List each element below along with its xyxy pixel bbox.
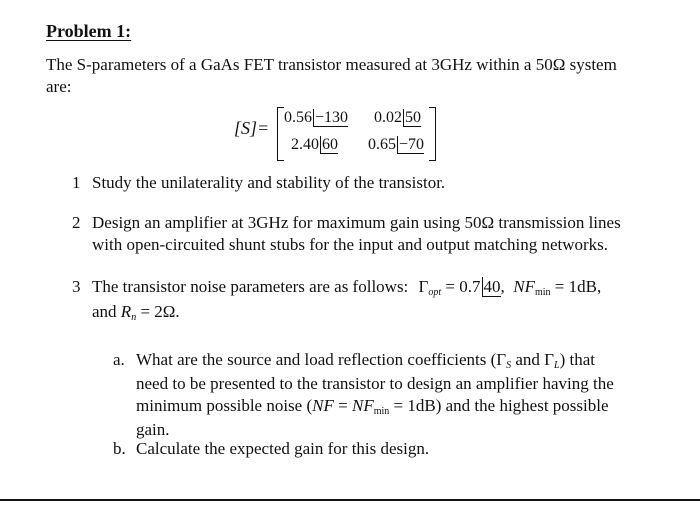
item-1-number: 1 [72,173,81,192]
subitem-b-label: b. [113,439,126,458]
item-3-and: and [92,302,117,321]
intro-line-2: are: [46,77,72,96]
matrix-cell-s11 [284,109,348,127]
subitem-a-line-1-pre: What are the source and load reflection coefficients [136,350,487,369]
item-3-intro: The transistor noise parameters are as follows: [92,277,409,296]
s12-magnitude: 0.02 [374,109,402,126]
matrix-left-bracket [277,107,284,161]
item-1-text: Study the unilaterality and stability of the transistor. [92,173,446,192]
subitem-a-line-2: need to be presented to the transistor to design an amplifier having the [136,374,614,393]
s22-angle: −70 [399,136,425,153]
subitem-a-nf-value: 1dB [407,396,436,415]
matrix-cell-s12 [374,109,421,127]
item-2-number: 2 [72,213,81,232]
problem-title: Problem 1: [46,21,132,41]
s12-angle: 50 [405,109,421,126]
matrix-right-bracket [429,107,436,161]
matrix-cell-s21 [291,136,338,154]
subitem-a-line-1-post: that [569,350,595,369]
item-2-line-1: Design an amplifier at 3GHz for maximum gain using 50Ω transmission lines [92,213,621,232]
gamma-opt-magnitude: 0.7 [459,277,481,296]
subitem-a-line-3: minimum possible noise $(NF = NF_{min} = 1dB)$ and the highest possible [136,396,609,417]
rn-value: 2Ω [154,302,176,321]
s21-magnitude: 2.40 [291,136,319,153]
s11-angle: −130 [315,109,349,126]
item-2-line-2: with open-circuited shunt stubs for the input and output matching networks. [92,235,609,254]
matrix-cell-s22 [368,136,424,154]
item-3-line-2: and $R_n = 2\Omega$. [92,302,180,323]
subitem-a-line-4: gain. [136,420,170,439]
bottom-divider [0,499,700,501]
subitem-a-line-1: What are the source and load reflection coefficients ($\Gamma_S$ and $\Gamma_L$) that [136,350,595,371]
subitem-a-line-3-pre: minimum possible noise [136,396,303,415]
item-3-number: 3 [72,277,81,296]
item-3-line-1: The transistor noise parameters are as follows: $\Gamma_{opt} = 0.7$ 40, $NF_{min} = 1dB$, [92,277,602,298]
subitem-a-label: a. [113,350,125,369]
subitem-b-text: Calculate the expected gain for this design. [136,439,430,458]
gamma-opt-angle: 40 [483,277,501,296]
subitem-a-line-3-post: and the highest possible [445,396,609,415]
intro-line-1: The S-parameters of a GaAs FET transistor measured at 3GHz within a 50Ω system [46,55,617,74]
s11-magnitude: 0.56 [284,109,312,126]
s22-magnitude: 0.65 [368,136,396,153]
nf-min-value: 1dB [568,277,597,296]
s21-angle: 60 [322,136,338,153]
matrix-label: [S]= [234,118,270,138]
